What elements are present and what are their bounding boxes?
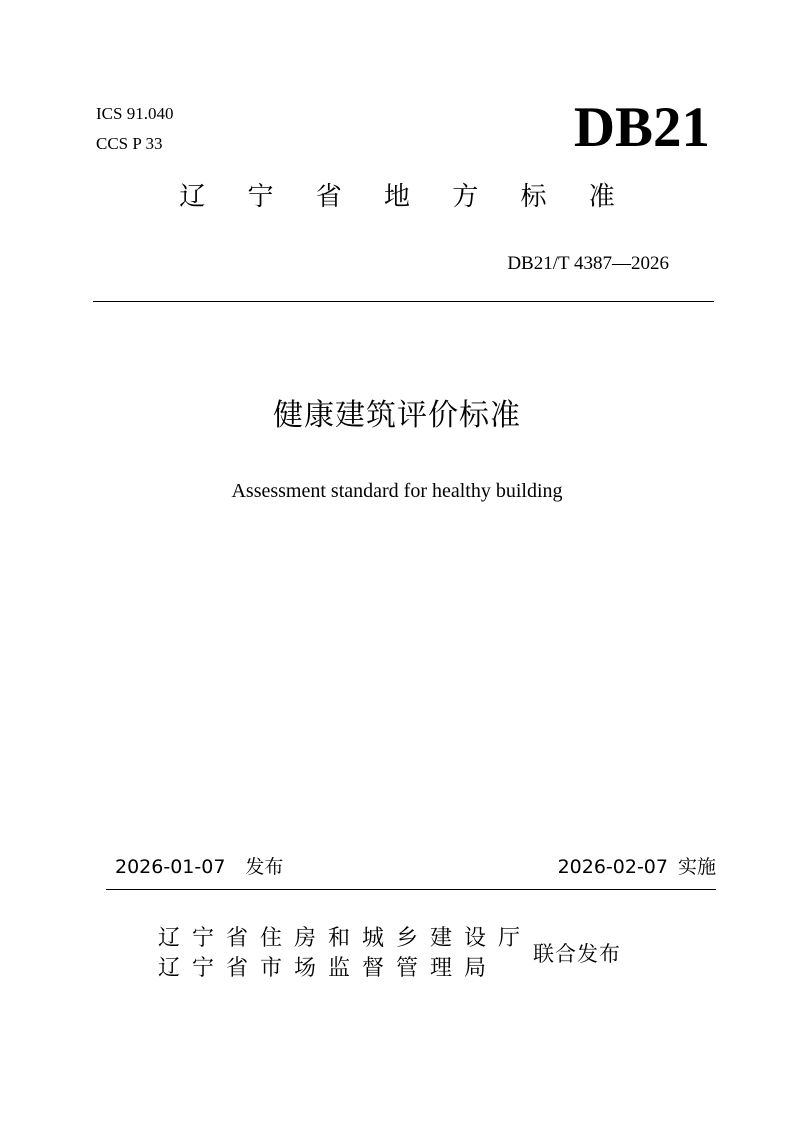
- issuer-housing-department: 辽宁省住房和城乡建设厅: [158, 926, 533, 951]
- document-title-english: Assessment standard for healthy building: [231, 480, 563, 502]
- issue-date-line: [115, 855, 283, 879]
- header-divider: [93, 301, 714, 302]
- issue-date: 2026-01-07: [115, 856, 226, 878]
- standard-number: DB21/T 4387—2026: [507, 253, 669, 274]
- joint-issue-label: 联合发布: [533, 942, 621, 966]
- standard-type: 辽 宁 省 地 方 标 准: [179, 182, 632, 212]
- ccs-code: CCS P 33: [96, 134, 163, 153]
- issuer-market-regulation-bureau: 辽宁省市场监督管理局: [158, 956, 499, 981]
- issue-label: 发布: [245, 856, 284, 878]
- document-title-chinese: 健康建筑评价标准: [273, 398, 521, 433]
- ics-code: ICS 91.040: [96, 104, 174, 123]
- implement-date: 2026-02-07: [557, 856, 668, 878]
- implement-date-line: [558, 855, 716, 879]
- footer-divider: [106, 889, 716, 890]
- standard-logo: DB21: [573, 96, 710, 159]
- implement-label: 实施: [677, 856, 716, 878]
